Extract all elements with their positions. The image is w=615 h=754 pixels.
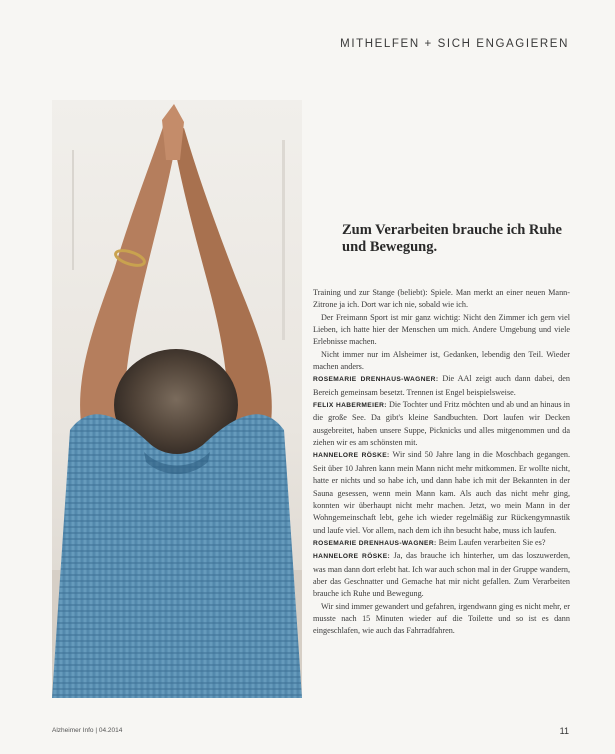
intro-paragraph: Training und zur Stange (beliebt): Spiele. Man merkt an einer neuen Mann-Zitrone ja ich. Dort war ich nie, sobald wie ich. [313, 288, 570, 310]
dialogue-paragraph [313, 399, 570, 449]
speech-text: Die Tochter und Fritz möchten und ab und an hinaus in die große See. Da gibt's kleine Sandbuchten. Dort laufen wir Decken ausgebreitet, haben unsere Suppe, Picknicks und alles mitgenommen und da ziehen wir es am schönsten mit. [313, 400, 570, 448]
intro-paragraph: Nicht immer nur im Alsheimer ist, Gedanken, lebendig den Teil. Wieder machen anders. [313, 349, 570, 372]
pull-quote: Zum Verarbeiten brauche ich Ruhe und Bewegung. [342, 222, 562, 255]
closing-paragraph: Wir sind immer gewandert und gefahren, irgendwann ging es nicht mehr, er musste nach 15 Minuten wieder auf die Toilette und so ist es dann eingeschlafen, wie auch das Fahrradfahren. [313, 601, 570, 636]
dialogue-paragraph [313, 373, 570, 399]
article-body [313, 287, 570, 638]
magazine-footer: Alzheimer Info | 04.2014 [52, 727, 123, 734]
speaker-name: HANNELORE RÖSKE: [313, 553, 391, 561]
speaker-name: FELIX HABERMEIER: [313, 402, 387, 410]
page-number: 11 [559, 726, 569, 736]
speech-text: Ja, das brauche ich hinterher, um das loszuwerden, was man dann dort erlebt hat. Ich war auch schon mal in der Gruppe wandern, aber das Geschnatter und Gemache hat mir nicht gefallen. Zum Verarbeiten brauche ich Ruhe und Bewegung. [313, 551, 570, 599]
speaker-name: ROSEMARIE DRENHAUS-WAGNER: [313, 539, 437, 547]
photo-illustration [52, 100, 302, 698]
speech-text: Die AAl zeigt auch dann dabei, den Bereich gemeinsam besetzt. Trennen ist Engel beispielsweise. [313, 374, 570, 397]
dialogue-paragraph [313, 449, 570, 536]
speaker-name: HANNELORE RÖSKE: [313, 452, 390, 460]
dialogue-paragraph [313, 537, 570, 550]
dialogue-paragraph [313, 550, 570, 600]
section-header: MITHELFEN + SICH ENGAGIEREN [340, 38, 569, 50]
speech-text: Beim Laufen verarbeiten Sie es? [438, 537, 546, 547]
speaker-name: ROSEMARIE DRENHAUS-WAGNER: [313, 376, 439, 384]
woman-stretching-photo [52, 100, 302, 698]
speech-text: Wir sind 50 Jahre lang in die Moschbach gegangen. Seit über 10 Jahren kann mein Mann nicht mehr mitkommen. Er wollte nicht, hatte er nichts und so habe ich, und dann habe ich mit der Bekannten in der Sauna gesessen, wenn mein Mann kam. Als auch das nicht mehr ging, konnten wir überhaupt nicht mehr machen. Jetzt, wo mein Mann in der Wohngemeinschaft lebt, gehe ich wieder regelmäßig zur Rückengymnastik und laufe viel. Vor allem, nach dem ich ihn besucht habe, muss ich laufen. [313, 450, 571, 535]
intro-paragraph: Der Freimann Sport ist mir ganz wichtig: Nicht den Zimmer ich gern viel Lieben, ich hatte hier der Menschen um mich. Andere Umgebung und viele Erlebnisse machen. [313, 312, 570, 347]
